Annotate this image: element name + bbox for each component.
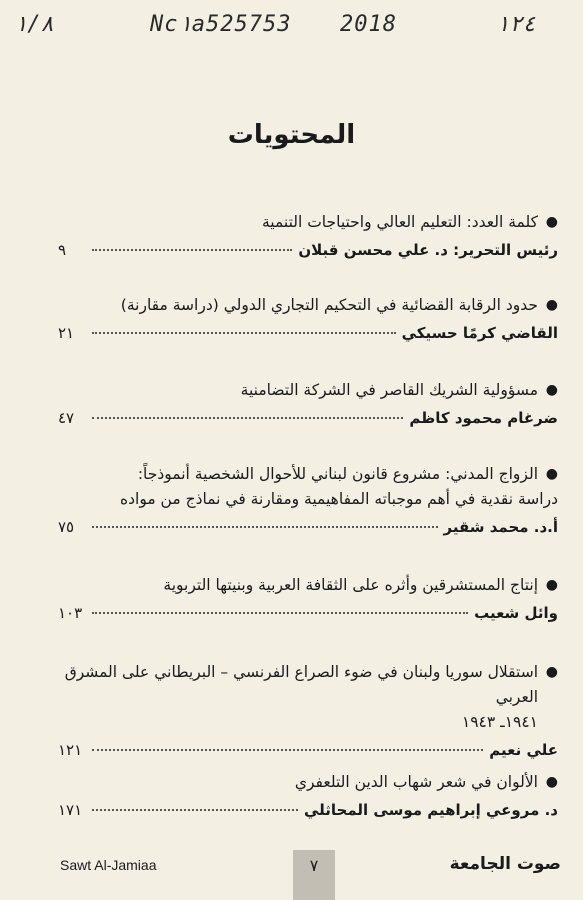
toc-entry-title xyxy=(58,573,558,598)
footer-journal-name-latin: Sawt Al-Jamiaa xyxy=(60,857,157,873)
toc-entry-row xyxy=(58,604,558,622)
toc-entry-title xyxy=(58,378,558,403)
dot-leader xyxy=(92,526,438,528)
dot-leader xyxy=(92,809,298,811)
handwritten-accession-code: Nc١a525753 xyxy=(150,12,292,37)
entry-title-text: مسؤولية الشريك القاصر في الشركة التضامنية xyxy=(240,381,538,399)
toc-entry-title xyxy=(58,210,558,235)
toc-entry-subtitle: دراسة نقدية في أهم موجباته المفاهيمية ومقارنة في نماذج من مواده xyxy=(119,490,558,508)
toc-entry-row xyxy=(58,741,558,759)
toc-entry-row xyxy=(58,324,558,342)
entry-page-number: ١٠٣ xyxy=(58,604,83,622)
toc-entry-row xyxy=(58,801,558,819)
dot-leader xyxy=(92,612,468,614)
handwritten-year: 2018 xyxy=(340,12,397,37)
toc-entry-title xyxy=(58,770,558,795)
handwritten-left-mark: ١/٨ xyxy=(14,12,54,37)
entry-author: وائل شعيب xyxy=(474,604,558,622)
toc-entry xyxy=(58,573,558,622)
bullet-icon: ● xyxy=(545,664,558,680)
entry-title-text: الألوان في شعر شهاب الدين التلعفري xyxy=(294,773,538,791)
bullet-icon: ● xyxy=(545,214,558,230)
entry-page-number: ٧٥ xyxy=(58,518,75,536)
toc-entry xyxy=(58,378,558,427)
entry-page-number: ٩ xyxy=(58,241,67,259)
bullet-icon: ● xyxy=(545,466,558,482)
entry-title-text: استقلال سوريا ولبنان في ضوء الصراع الفرنسي – البريطاني على المشرق العربي xyxy=(64,663,538,706)
entry-title-text: إنتاج المستشرقين وأثره على الثقافة العربية وبنيتها التربوية xyxy=(163,576,538,594)
entry-title-text: كلمة العدد: التعليم العالي واحتياجات التنمية xyxy=(261,213,538,231)
bullet-icon: ● xyxy=(545,577,558,593)
entry-page-number: ٢١ xyxy=(58,324,75,342)
dot-leader xyxy=(92,249,292,251)
entry-page-number: ١٧١ xyxy=(58,801,83,819)
toc-entry-row xyxy=(58,518,558,536)
entry-title-text: حدود الرقابة القضائية في التحكيم التجاري الدولي (دراسة مقارنة) xyxy=(120,296,538,314)
toc-entry xyxy=(58,293,558,342)
entry-author: أ.د. محمد شقير xyxy=(443,518,558,536)
toc-entry-title xyxy=(58,462,558,487)
page-title: المحتويات xyxy=(227,120,356,150)
toc-entry-row xyxy=(58,241,558,259)
toc-entry-title xyxy=(58,293,558,318)
bullet-icon: ● xyxy=(545,297,558,313)
toc-entry-title xyxy=(58,660,558,710)
entry-author: القاضي كرمًا حسيكي xyxy=(401,324,558,342)
dot-leader xyxy=(92,417,403,419)
entry-author: رئيس التحرير: د. علي محسن قبلان xyxy=(298,241,558,259)
toc-entry xyxy=(58,660,558,759)
toc-entry xyxy=(58,210,558,259)
toc-entry-subtitle: ١٩٤١ـ ١٩٤٣ xyxy=(461,713,538,731)
toc-entry xyxy=(58,770,558,819)
dot-leader xyxy=(92,332,396,334)
footer-page-number: ٧ xyxy=(293,850,335,900)
entry-author: د. مروعي إبراهيم موسى المحاثلي xyxy=(303,801,558,819)
footer-journal-name-arabic: صوت الجامعة xyxy=(449,854,561,874)
entry-author: ضرغام محمود كاظم xyxy=(409,409,558,427)
entry-page-number: ٤٧ xyxy=(58,409,75,427)
entry-author: علي نعيم xyxy=(489,741,558,759)
toc-entry-row xyxy=(58,409,558,427)
bullet-icon: ● xyxy=(545,774,558,790)
toc-entry xyxy=(58,462,558,536)
handwritten-right-mark: ١٢٤ xyxy=(496,12,536,37)
dot-leader xyxy=(92,749,483,751)
entry-title-text: الزواج المدني: مشروع قانون لبناني للأحوال الشخصية أنموذجاً: xyxy=(137,465,538,483)
bullet-icon: ● xyxy=(545,382,558,398)
entry-page-number: ١٢١ xyxy=(58,741,83,759)
